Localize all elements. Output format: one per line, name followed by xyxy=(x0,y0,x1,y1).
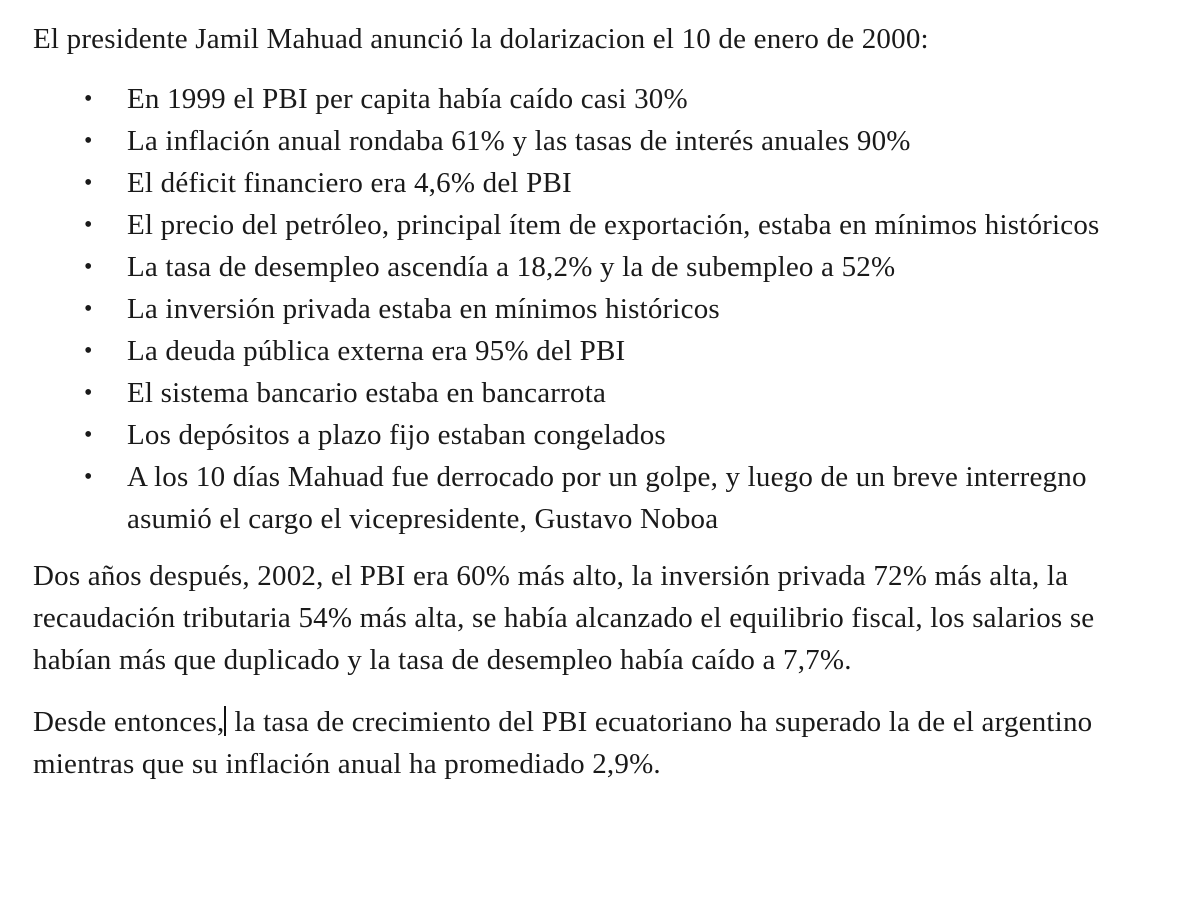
results-paragraph: Dos años después, 2002, el PBI era 60% más alto, la inversión privada 72% más alta, la recaudación tributaria 54% más alta, se había alcanzado el equilibrio fiscal, los salarios se habían más que duplicado y la tasa de desempleo había caído a 7,7%. xyxy=(33,560,1095,676)
text-cursor xyxy=(224,706,226,736)
bullet-icon: • xyxy=(84,254,93,280)
list-item xyxy=(33,204,1173,246)
bullet-icon: • xyxy=(84,338,93,364)
list-item-text: La deuda pública externa era 95% del PBI xyxy=(127,335,626,367)
list-item xyxy=(33,330,1173,372)
list-item xyxy=(33,456,1173,540)
bullet-icon: • xyxy=(84,170,93,196)
conclusion-text-start: Desde entonces, xyxy=(33,706,225,738)
list-item xyxy=(33,414,1173,456)
list-item xyxy=(33,162,1173,204)
list-item xyxy=(33,246,1173,288)
list-item xyxy=(33,120,1173,162)
list-item xyxy=(33,372,1173,414)
list-item xyxy=(33,78,1173,120)
intro-paragraph: El presidente Jamil Mahuad anunció la dolarizacion el 10 de enero de 2000: xyxy=(33,23,929,55)
bullet-icon: • xyxy=(84,464,93,490)
bullet-icon: • xyxy=(84,380,93,406)
list-item-text: El sistema bancario estaba en bancarrota xyxy=(127,377,607,409)
list-item-text: A los 10 días Mahuad fue derrocado por un golpe, y luego de un breve interregno asumió el cargo el vicepresidente, Gustavo Noboa xyxy=(127,461,1087,535)
list-item-text: El precio del petróleo, principal ítem de exportación, estaba en mínimos históricos xyxy=(127,209,1100,241)
list-item-text: La inversión privada estaba en mínimos históricos xyxy=(127,293,720,325)
bullet-icon: • xyxy=(84,212,93,238)
bullet-list xyxy=(33,78,1173,540)
list-item-text: En 1999 el PBI per capita había caído casi 30% xyxy=(127,83,688,115)
list-item-text: La inflación anual rondaba 61% y las tasas de interés anuales 90% xyxy=(127,125,911,157)
conclusion-paragraph xyxy=(33,701,1173,785)
bullet-icon: • xyxy=(84,422,93,448)
list-item xyxy=(33,288,1173,330)
bullet-icon: • xyxy=(84,86,93,112)
bullet-icon: • xyxy=(84,296,93,322)
conclusion-text-end: la tasa de crecimiento del PBI ecuatoriano ha superado la de el argentino mientras que su inflación anual ha promediado 2,9%. xyxy=(33,706,1093,780)
list-item-text: La tasa de desempleo ascendía a 18,2% y la de subempleo a 52% xyxy=(127,251,896,283)
list-item-text: El déficit financiero era 4,6% del PBI xyxy=(127,167,572,199)
bullet-icon: • xyxy=(84,128,93,154)
document-body[interactable] xyxy=(33,18,1173,805)
list-item-text: Los depósitos a plazo fijo estaban congelados xyxy=(127,419,666,451)
